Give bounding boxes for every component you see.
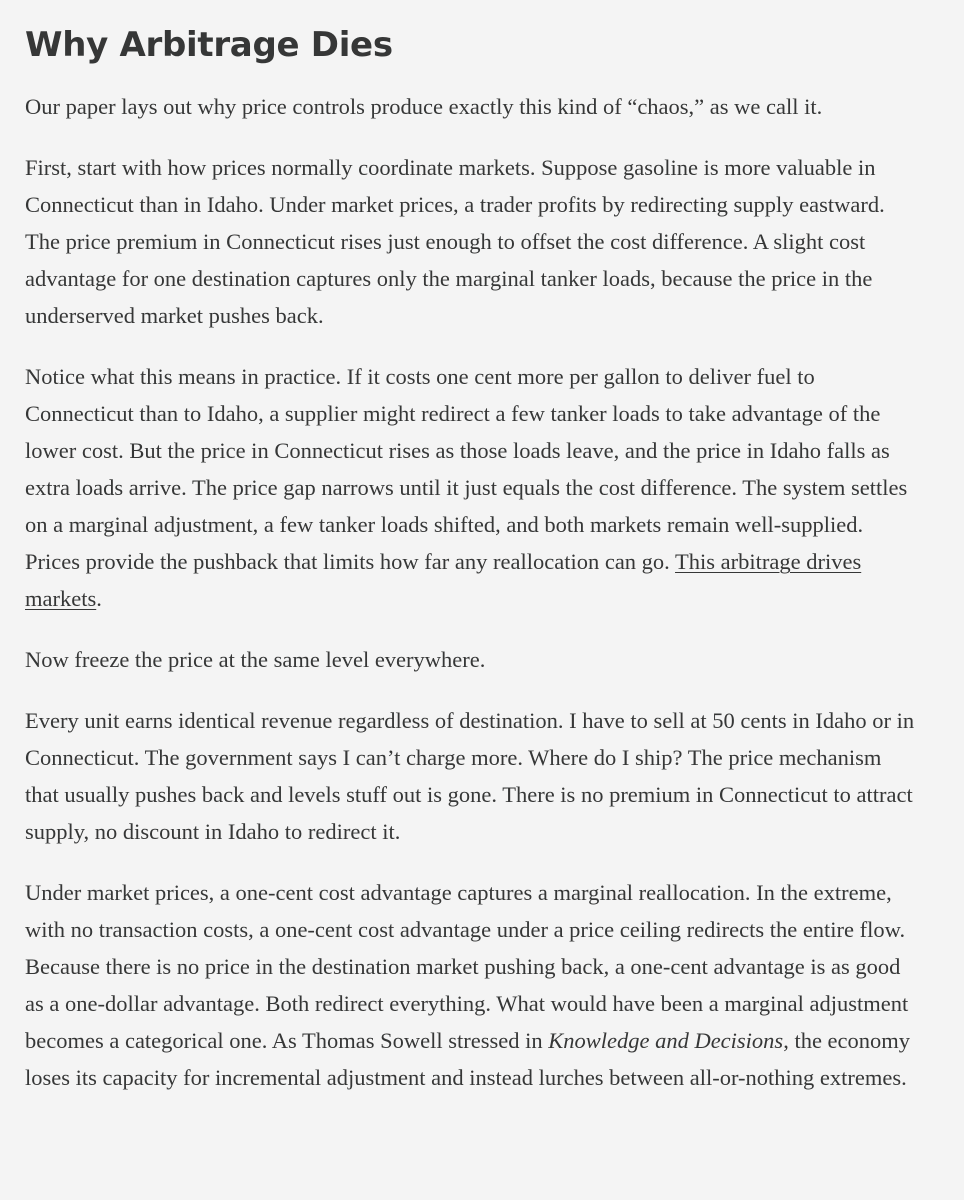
paragraph-identical-revenue: Every unit earns identical revenue regardless of destination. I have to sell at 50 cents in Idaho or in Connecticut. The government says I can’t charge more. Where do I ship? The price mechanism that usually pushes back and levels stuff out is gone. There is no premium in Connecticut to attract supply, no discount in Idaho to redirect it.	[25, 708, 915, 844]
paragraph-text: Under market prices, a one-cent cost advantage captures a marginal reallocation. In the extreme, with no transaction costs, a one-cent cost advantage under a price ceiling redirects the entire flow. Because there is no price in the destination market pushing back, a one-cent advantage is as good as a one-dollar advantage. Both redirect everything. What would have been a marginal adjustment becomes a categorical one. As Thomas Sowell stressed in	[25, 880, 909, 1053]
article	[25, 0, 915, 1096]
paragraph-market-coordination: First, start with how prices normally coordinate markets. Suppose gasoline is more valuable in Connecticut than in Idaho. Under market prices, a trader profits by redirecting supply eastward. The price premium in Connecticut rises just enough to offset the cost difference. A slight cost advantage for one destination captures only the marginal tanker loads, because the price in the underserved market pushes back.	[25, 155, 885, 328]
book-title: Knowledge and Decisions	[548, 1028, 784, 1053]
paragraph-practice-example	[25, 358, 915, 617]
paragraph-text: Notice what this means in practice. If it costs one cent more per gallon to deliver fuel to Connecticut than to Idaho, a supplier might redirect a few tanker loads to take advantage of the lower cost. But the price in Connecticut rises as those loads leave, and the price in Idaho falls as extra loads arrive. The price gap narrows until it just equals the cost difference. The system settles on a marginal adjustment, a few tanker loads shifted, and both markets remain well-supplied. Prices provide the pushback that limits how far any reallocation can go.	[25, 364, 908, 574]
paragraph-text-end: , the economy loses its capacity for incremental adjustment and instead lurches between all-or-nothing extremes.	[25, 1028, 911, 1090]
paragraph-intro: Our paper lays out why price controls produce exactly this kind of “chaos,” as we call it.	[25, 94, 823, 119]
paragraph-categorical-adjustment	[25, 874, 915, 1096]
section-heading: Why Arbitrage Dies	[25, 25, 393, 65]
paragraph-freeze-price: Now freeze the price at the same level everywhere.	[25, 647, 486, 672]
arbitrage-link[interactable]: This arbitrage drives markets	[25, 549, 862, 611]
paragraph-period: .	[96, 586, 102, 611]
